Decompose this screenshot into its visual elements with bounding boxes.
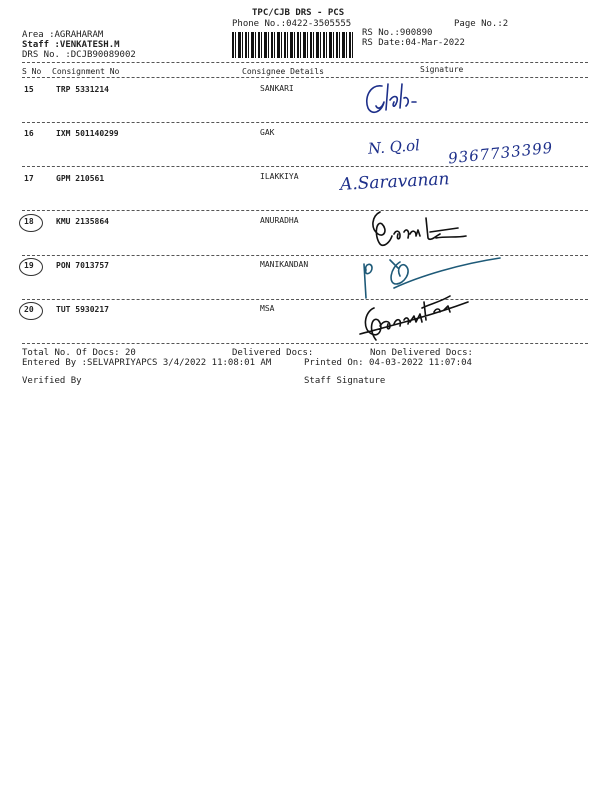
barcode (232, 32, 354, 58)
divider (22, 210, 588, 211)
row-consignment: IXM 501140299 (56, 129, 119, 138)
row-consignment: TUT 5930217 (56, 305, 109, 314)
divider (22, 343, 588, 344)
handwritten-phone-row-16: 9367733399 (447, 138, 555, 168)
signature-row-18 (366, 208, 476, 256)
phone-number: Phone No.:0422-3505555 (232, 19, 352, 29)
non-delivered-docs: Non Delivered Docs: (370, 348, 473, 358)
page-number: Page No.:2 (454, 19, 509, 29)
row-sno: 18 (24, 217, 34, 226)
entered-by: Entered By :SELVAPRIYAPCS 3/4/2022 11:08:01 AM (22, 358, 272, 368)
row-consignment: TRP 5331214 (56, 85, 109, 94)
handwritten-name-row-17: A.Saravanan (339, 169, 450, 195)
area-label: Area :AGRAHARAM (22, 30, 104, 40)
row-consignment: KMU 2135864 (56, 217, 109, 226)
row-consignee: MANIKANDAN (260, 260, 309, 269)
row-sno: 16 (24, 129, 34, 138)
column-header-consignee: Consignee Details (242, 67, 324, 76)
rs-number: RS No.:900890 (362, 28, 433, 38)
row-consignee: SANKARI (260, 84, 294, 93)
divider (22, 122, 588, 123)
divider (22, 166, 588, 167)
row-consignee: ANURADHA (260, 216, 299, 225)
staff-label: Staff :VENKATESH.M (22, 40, 120, 50)
row-consignee: MSA (260, 304, 275, 313)
divider (22, 77, 588, 78)
column-header-signature: Signature (420, 65, 464, 74)
rs-date: RS Date:04-Mar-2022 (362, 38, 465, 48)
row-sno: 19 (24, 261, 34, 270)
divider (22, 62, 588, 63)
signature-row-20 (350, 290, 480, 346)
handwritten-note-row-16: N. Q.ol (367, 136, 421, 158)
column-header-consignment: Consignment No (52, 67, 120, 76)
row-sno: 17 (24, 174, 34, 183)
divider (22, 299, 588, 300)
row-consignment: PON 7013757 (56, 261, 109, 270)
row-consignee: GAK (260, 128, 275, 137)
printed-on: Printed On: 04-03-2022 11:07:04 (304, 358, 472, 368)
row-consignment: GPM 210561 (56, 174, 105, 183)
drs-number: DRS No. :DCJB90089002 (22, 50, 136, 60)
row-consignee: ILAKKIYA (260, 172, 299, 181)
row-sno: 20 (24, 305, 34, 314)
staff-signature-label: Staff Signature (304, 376, 386, 386)
total-docs: Total No. Of Docs: 20 (22, 348, 136, 358)
document-title: TPC/CJB DRS - PCS (252, 8, 345, 18)
row-sno: 15 (24, 85, 34, 94)
signature-row-15 (360, 80, 430, 120)
delivered-docs: Delivered Docs: (232, 348, 314, 358)
column-header-sno: S No (22, 67, 42, 76)
verified-by: Verified By (22, 376, 82, 386)
